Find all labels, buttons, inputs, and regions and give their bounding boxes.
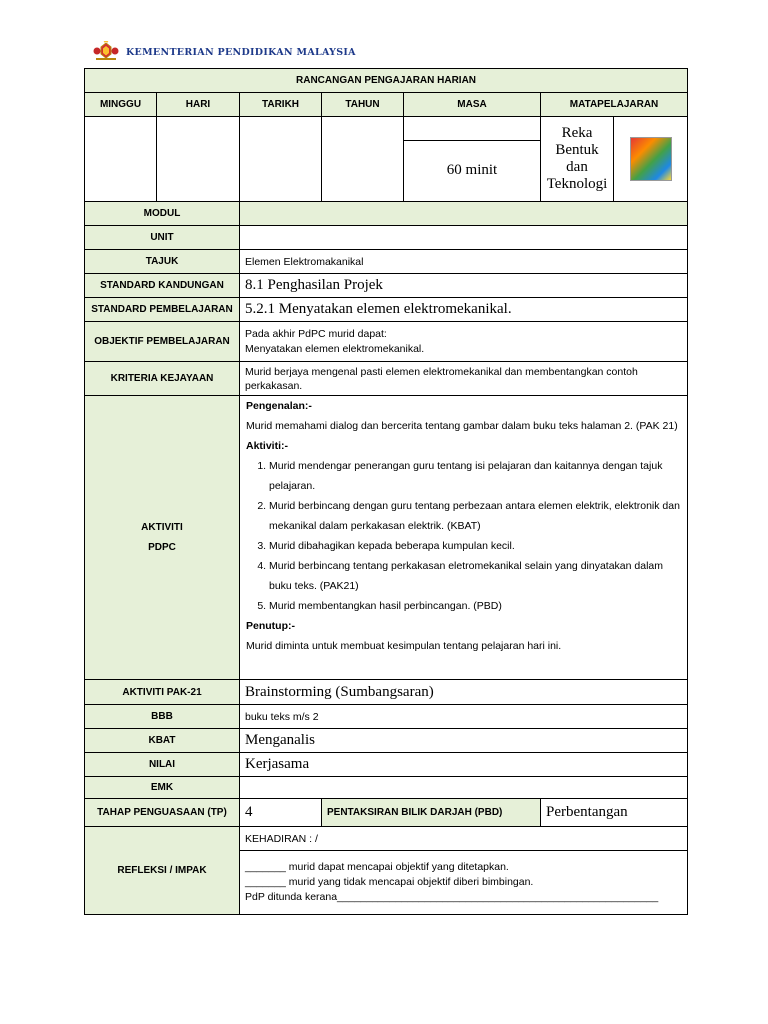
tajuk-label: TAJUK [85,250,240,274]
masa-cell [404,117,541,202]
malaysia-coat-of-arms-icon [92,41,120,63]
col-tahun: TAHUN [322,93,404,117]
unit-label: UNIT [85,226,240,250]
masa-split [404,117,540,201]
tahun-value[interactable] [322,117,404,202]
standard-kandungan-label: STANDARD KANDUNGAN [85,274,240,298]
bbb-label: BBB [85,705,240,729]
emk-value[interactable] [240,777,688,799]
pak21-value[interactable]: Brainstorming (Sumbangsaran) [240,680,688,705]
emk-label: EMK [85,777,240,799]
aktiviti-heading: Aktiviti:- [246,440,288,452]
tajuk-value[interactable]: Elemen Elektromakanikal [240,250,688,274]
aktiviti-label [85,396,240,680]
list-item: 5. Murid membentangkan hasil perbincangan. (PBD) [269,596,681,616]
pbd-value[interactable]: Perbentangan [541,799,688,827]
refleksi-label: REFLEKSI / IMPAK [85,827,240,915]
unit-value[interactable] [240,226,688,250]
kbat-label: KBAT [85,729,240,753]
nilai-label: NILAI [85,753,240,777]
tp-label: TAHAP PENGUASAAN (TP) [85,799,240,827]
objektif-label: OBJEKTIF PEMBELAJARAN [85,322,240,362]
col-masa: MASA [404,93,541,117]
list-item: 3. Murid dibahagikan kepada beberapa kumpulan kecil. [269,536,681,556]
refleksi-line-3: PdP ditunda kerana_______________________________________________________ [245,891,659,903]
standard-pembelajaran-label: STANDARD PEMBELAJARAN [85,298,240,322]
refleksi-line-2: _______ murid yang tidak mencapai objektif diberi bimbingan. [245,876,534,888]
standard-pembelajaran-value[interactable]: 5.2.1 Menyatakan elemen elektromekanikal. [240,298,688,322]
table-title: RANCANGAN PENGAJARAN HARIAN [85,69,688,93]
bbb-value[interactable]: buku teks m/s 2 [240,705,688,729]
refleksi-line-1: _______ murid dapat mencapai objektif yang ditetapkan. [245,861,509,873]
col-hari: HARI [157,93,240,117]
objektif-value[interactable] [240,322,688,362]
kbat-value[interactable]: Menganalis [240,729,688,753]
pak21-label: AKTIVITI PAK-21 [85,680,240,705]
textbook-cover-icon [630,137,672,181]
kehadiran-field[interactable]: KEHADIRAN : / [240,827,688,851]
tp-value[interactable]: 4 [240,799,322,827]
col-matapelajaran: MATAPELAJARAN [541,93,688,117]
aktiviti-content[interactable] [240,396,688,680]
kriteria-label: KRITERIA KEJAYAAN [85,362,240,396]
penutup-heading: Penutup:- [246,620,295,632]
objektif-line-2: Menyatakan elemen elektromekanikal. [245,342,425,355]
modul-label: MODUL [85,202,240,226]
aktiviti-label-line-2: PDPC [148,541,176,553]
list-item: 4. Murid berbincang tentang perkakasan eletromekanikal selain yang dinyatakan dalam buku teks. (PAK21) [269,556,681,596]
modul-value[interactable] [240,202,688,226]
list-item: 2. Murid berbincang dengan guru tentang perbezaan antara elemen elektrik, elektronik dan mekanikal dalam perkakasan elektrik. (KBAT) [269,496,681,536]
nilai-value[interactable]: Kerjasama [240,753,688,777]
minggu-value[interactable] [85,117,157,202]
masa-top-value[interactable] [404,117,540,140]
refleksi-content[interactable] [240,851,688,915]
lesson-plan-table [84,68,688,915]
objektif-line-1: Pada akhir PdPC murid dapat: [245,327,387,340]
kriteria-value[interactable]: Murid berjaya mengenal pasti elemen elektromekanikal dan membentangkan contoh perkakasan. [240,362,688,396]
list-item: 1. Murid mendengar penerangan guru tentang isi pelajaran dan kaitannya dengan tajuk pelajaran. [269,456,681,496]
pengenalan-text: Murid memahami dialog dan bercerita tentang gambar dalam buku teks halaman 2. (PAK 21) [246,420,678,432]
aktiviti-label-line-1: AKTIVITI [141,521,183,533]
penutup-text: Murid diminta untuk membuat kesimpulan tentang pelajaran hari ini. [246,640,562,652]
masa-value[interactable]: 60 minit [446,162,498,179]
ministry-name: KEMENTERIAN PENDIDIKAN MALAYSIA [126,46,356,58]
standard-kandungan-value[interactable]: 8.1 Penghasilan Projek [240,274,688,298]
aktiviti-steps [246,456,681,616]
tarikh-value[interactable] [240,117,322,202]
pengenalan-heading: Pengenalan:- [246,400,312,412]
pbd-label: PENTAKSIRAN BILIK DARJAH (PBD) [322,799,541,827]
subject-value: Reka Bentuk dan Teknologi [541,117,614,202]
ministry-header [92,40,356,64]
col-minggu: MINGGU [85,93,157,117]
hari-value[interactable] [157,117,240,202]
book-cell [614,117,688,202]
col-tarikh: TARIKH [240,93,322,117]
